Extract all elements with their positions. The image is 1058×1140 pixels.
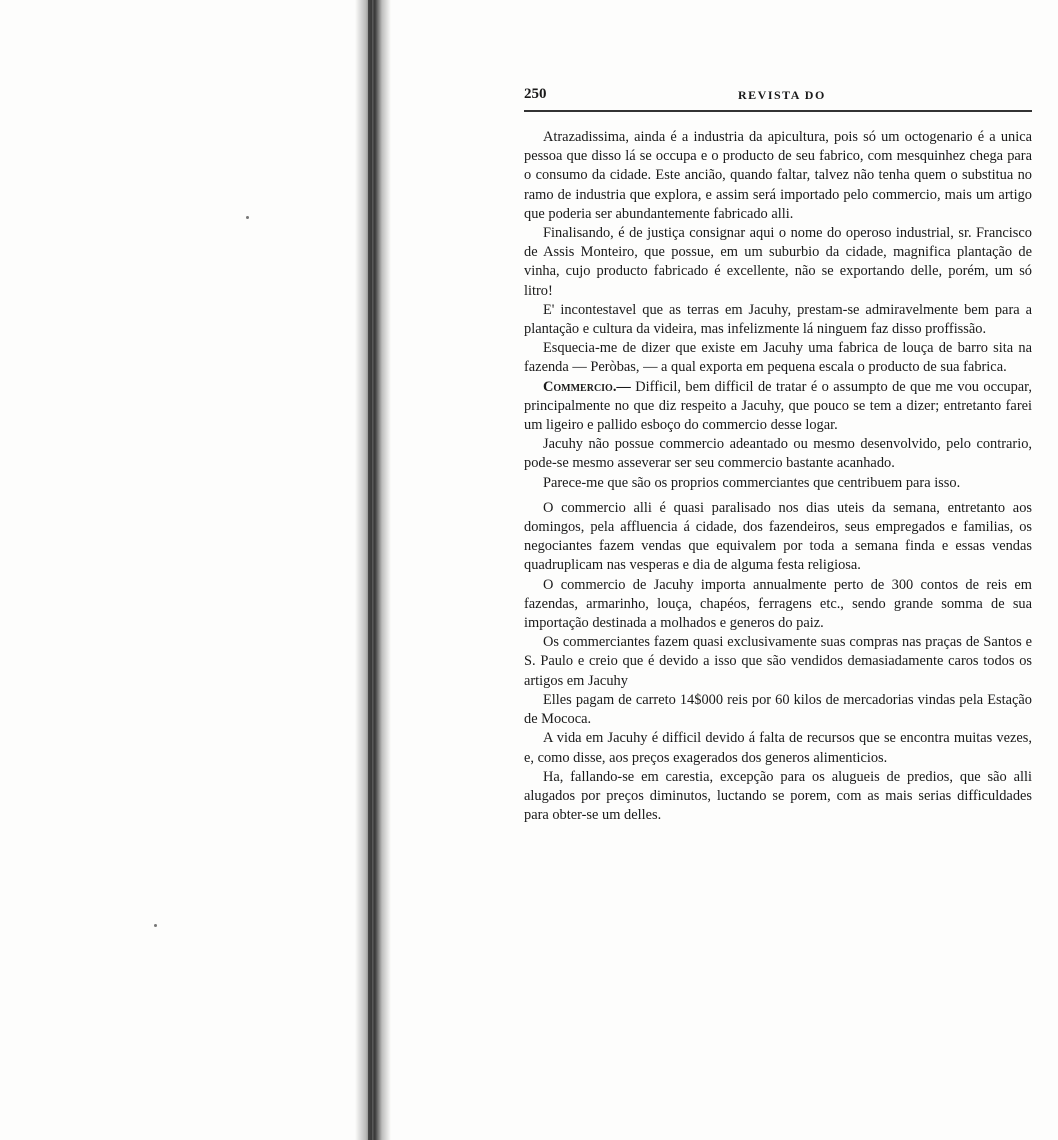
paragraph-videira: E' incontestavel que as terras em Jacuhy, prestam-se admiravelmente bem para a plantação e cultura da videira, mas infelizmente lá ninguem faz disso proffissão. xyxy=(524,301,1032,338)
paragraph-alugueis: Ha, fallando-se em carestia, excepção para os alugueis de predios, que são alli alugados por preços diminutos, luctando se porem, com as mais serias difficuldades para obter-se um delles. xyxy=(524,768,1032,824)
paragraph-carreto: Elles pagam de carreto 14$000 reis por 60 kilos de mercadorias vindas pela Estação de Mococa. xyxy=(524,691,1032,728)
paper-speck xyxy=(246,216,249,219)
book-spine-line xyxy=(368,0,372,1140)
paragraph-vinha: Finalisando, é de justiça consignar aqui o nome do operoso industrial, sr. Francisco de Assis Monteiro, que possue, em um suburbio da cidade, magnifica plantação de vinha, cujo producto fabricado é excellente, não se exportando delle, porém, um só litro! xyxy=(524,225,1032,299)
paragraph-domingos: O commercio alli é quasi paralisado nos dias uteis da semana, entretanto aos domingos, pela affluencia á cidade, dos fazendeiros, seus empregados e familias, os negociantes fazem vendas que equivalem por toda a semana finda e essas vendas quadruplicam nas vesperas e dia de alguma festa religiosa. xyxy=(524,499,1032,574)
section-lead: Commercio.— xyxy=(543,378,631,395)
paragraph-compras: Os commerciantes fazem quasi exclusivamente suas compras nas praças de Santos e S. Paulo e creio que é devido a isso que são vendidos demasiadamente caros todos os artigos em Jacuhy xyxy=(524,634,1032,689)
page-body xyxy=(524,128,1032,825)
paragraph-louca: Esquecia-me de dizer que existe em Jacuhy uma fabrica de louça de barro sita na fazenda — Peròbas, — a qual exporta em pequena escala o producto de sua fabrica. xyxy=(524,340,1032,376)
paragraph-commerciantes: Parece-me que são os proprios commerciantes que centribuem para isso. xyxy=(543,474,961,491)
header-rule xyxy=(524,110,1032,112)
paragraph-vida: A vida em Jacuhy é difficil devido á falta de recursos que se encontra muitas vezes, e, como disse, aos preços exagerados dos generos alimenticios. xyxy=(524,730,1032,766)
paper-speck xyxy=(154,924,157,927)
book-gutter-shadow xyxy=(355,0,391,1140)
paragraph-apicultura: Atrazadissima, ainda é a industria da apicultura, pois só um octogenario é a unica pessoa que disso lá se occupa e o producto de seu fabrico, com mesquinhez chega para o consumo da cidade. Este ancião, quando faltar, talvez não tenha quem o substitua no ramo de industria que explora, e assim será importado pelo commercio, mais um artigo que poderia ser abundantemente fabricado alli. xyxy=(524,129,1032,222)
paragraph-commercio-acanhado: Jacuhy não possue commercio adeantado ou mesmo desenvolvido, pelo contrario, pode-se mesmo asseverar ser seu commercio bastante acanhado. xyxy=(524,436,1032,472)
paragraph-commercio-intro: Commercio.— Difficil, bem difficil de tratar é o assumpto de que me vou occupar, principalmente no que diz respeito a Jacuhy, que pouco se tem a dizer; entretanto farei um ligeiro e pallido esboço do commercio desse logar. xyxy=(524,378,1032,434)
page-number: 250 xyxy=(524,86,547,102)
page-header xyxy=(524,86,1032,108)
paragraph-importacao: O commercio de Jacuhy importa annualmente perto de 300 contos de reis em fazendas, armarinho, louça, chapéos, ferragens etc., sendo grande somma de sua importação destinada a molhados e generos do paiz. xyxy=(524,576,1032,632)
running-head: REVISTA DO xyxy=(738,88,826,102)
